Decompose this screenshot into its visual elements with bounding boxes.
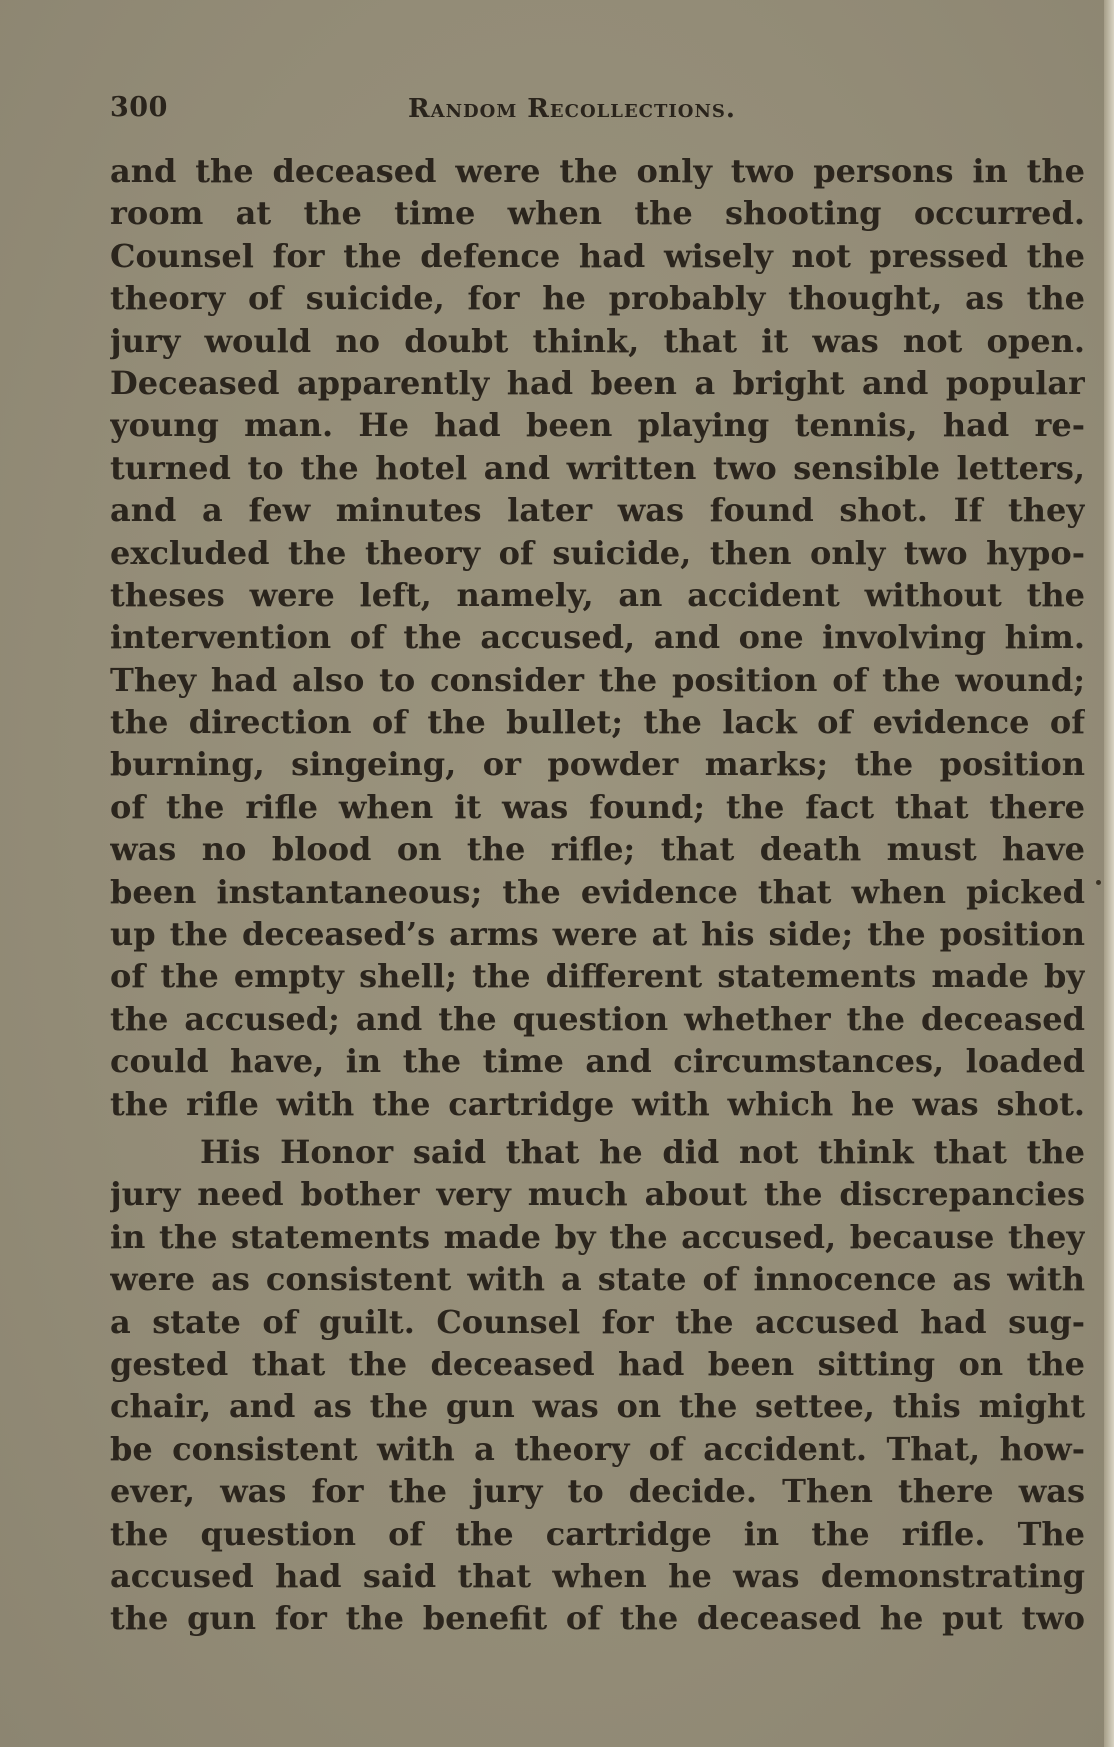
text-line: the direction of the bullet; the lack of evidence of — [110, 703, 1085, 742]
text-line: jury would no doubt think, that it was not open. — [110, 321, 1085, 360]
text-line: been instantaneous; the evidence that when picked — [110, 872, 1085, 911]
running-title: Random Recollections. — [408, 94, 736, 124]
text-line: jury need bother very much about the discrepancies — [110, 1175, 1085, 1214]
text-line: young man. He had been playing tennis, had re- — [110, 406, 1085, 445]
text-line: the question of the cartridge in the rifle. The — [110, 1514, 1085, 1553]
text-line: the gun for the benefit of the deceased he put two — [110, 1599, 1085, 1638]
text-line: Counsel for the defence had wisely not pressed the — [110, 236, 1085, 275]
ink-speck — [1096, 880, 1101, 885]
text-line: a state of guilt. Counsel for the accused had sug- — [110, 1302, 1085, 1341]
text-line: could have, in the time and circumstances, loaded — [110, 1042, 1085, 1081]
text-line: room at the time when the shooting occurred. — [110, 194, 1085, 233]
text-line: They had also to consider the position of the wound; — [110, 660, 1085, 699]
running-head — [110, 92, 1090, 132]
text-line: in the statements made by the accused, because they — [110, 1217, 1085, 1256]
text-line: and a few minutes later was found shot. If they — [110, 491, 1085, 530]
text-line: theses were left, namely, an accident without the — [110, 575, 1085, 614]
text-line: theory of suicide, for he probably thought, as the — [110, 279, 1085, 318]
text-line: be consistent with a theory of accident. That, how- — [110, 1429, 1085, 1468]
text-line: intervention of the accused, and one involving him. — [110, 618, 1085, 657]
text-line: the rifle with the cartridge with which he was shot. — [110, 1084, 1085, 1123]
text-line: of the rifle when it was found; the fact that there — [110, 787, 1085, 826]
text-line: chair, and as the gun was on the settee, this might — [110, 1387, 1085, 1426]
page-number: 300 — [110, 92, 168, 123]
text-line: and the deceased were the only two persons in the — [110, 152, 1085, 190]
text-line: ever, was for the jury to decide. Then there was — [110, 1472, 1085, 1511]
text-line: up the deceased’s arms were at his side; the position — [110, 915, 1085, 954]
page-edge — [1104, 0, 1114, 1747]
text-line: were as consistent with a state of innocence as with — [110, 1260, 1085, 1299]
text-line: Deceased apparently had been a bright and popular — [110, 363, 1085, 402]
text-line: excluded the theory of suicide, then only two hypo- — [110, 533, 1085, 572]
text-line: gested that the deceased had been sitting on the — [110, 1344, 1085, 1383]
body-text — [110, 150, 1085, 1640]
text-line: accused had said that when he was demonstrating — [110, 1556, 1085, 1595]
text-line: of the empty shell; the different statements made by — [110, 957, 1085, 996]
text-line: burning, singeing, or powder marks; the position — [110, 745, 1085, 784]
paragraph-start-line: His Honor said that he did not think that the — [200, 1132, 1085, 1171]
text-line: was no blood on the rifle; that death must have — [110, 830, 1085, 869]
text-line: the accused; and the question whether the deceased — [110, 999, 1085, 1038]
text-line: turned to the hotel and written two sensible letters, — [110, 448, 1085, 487]
